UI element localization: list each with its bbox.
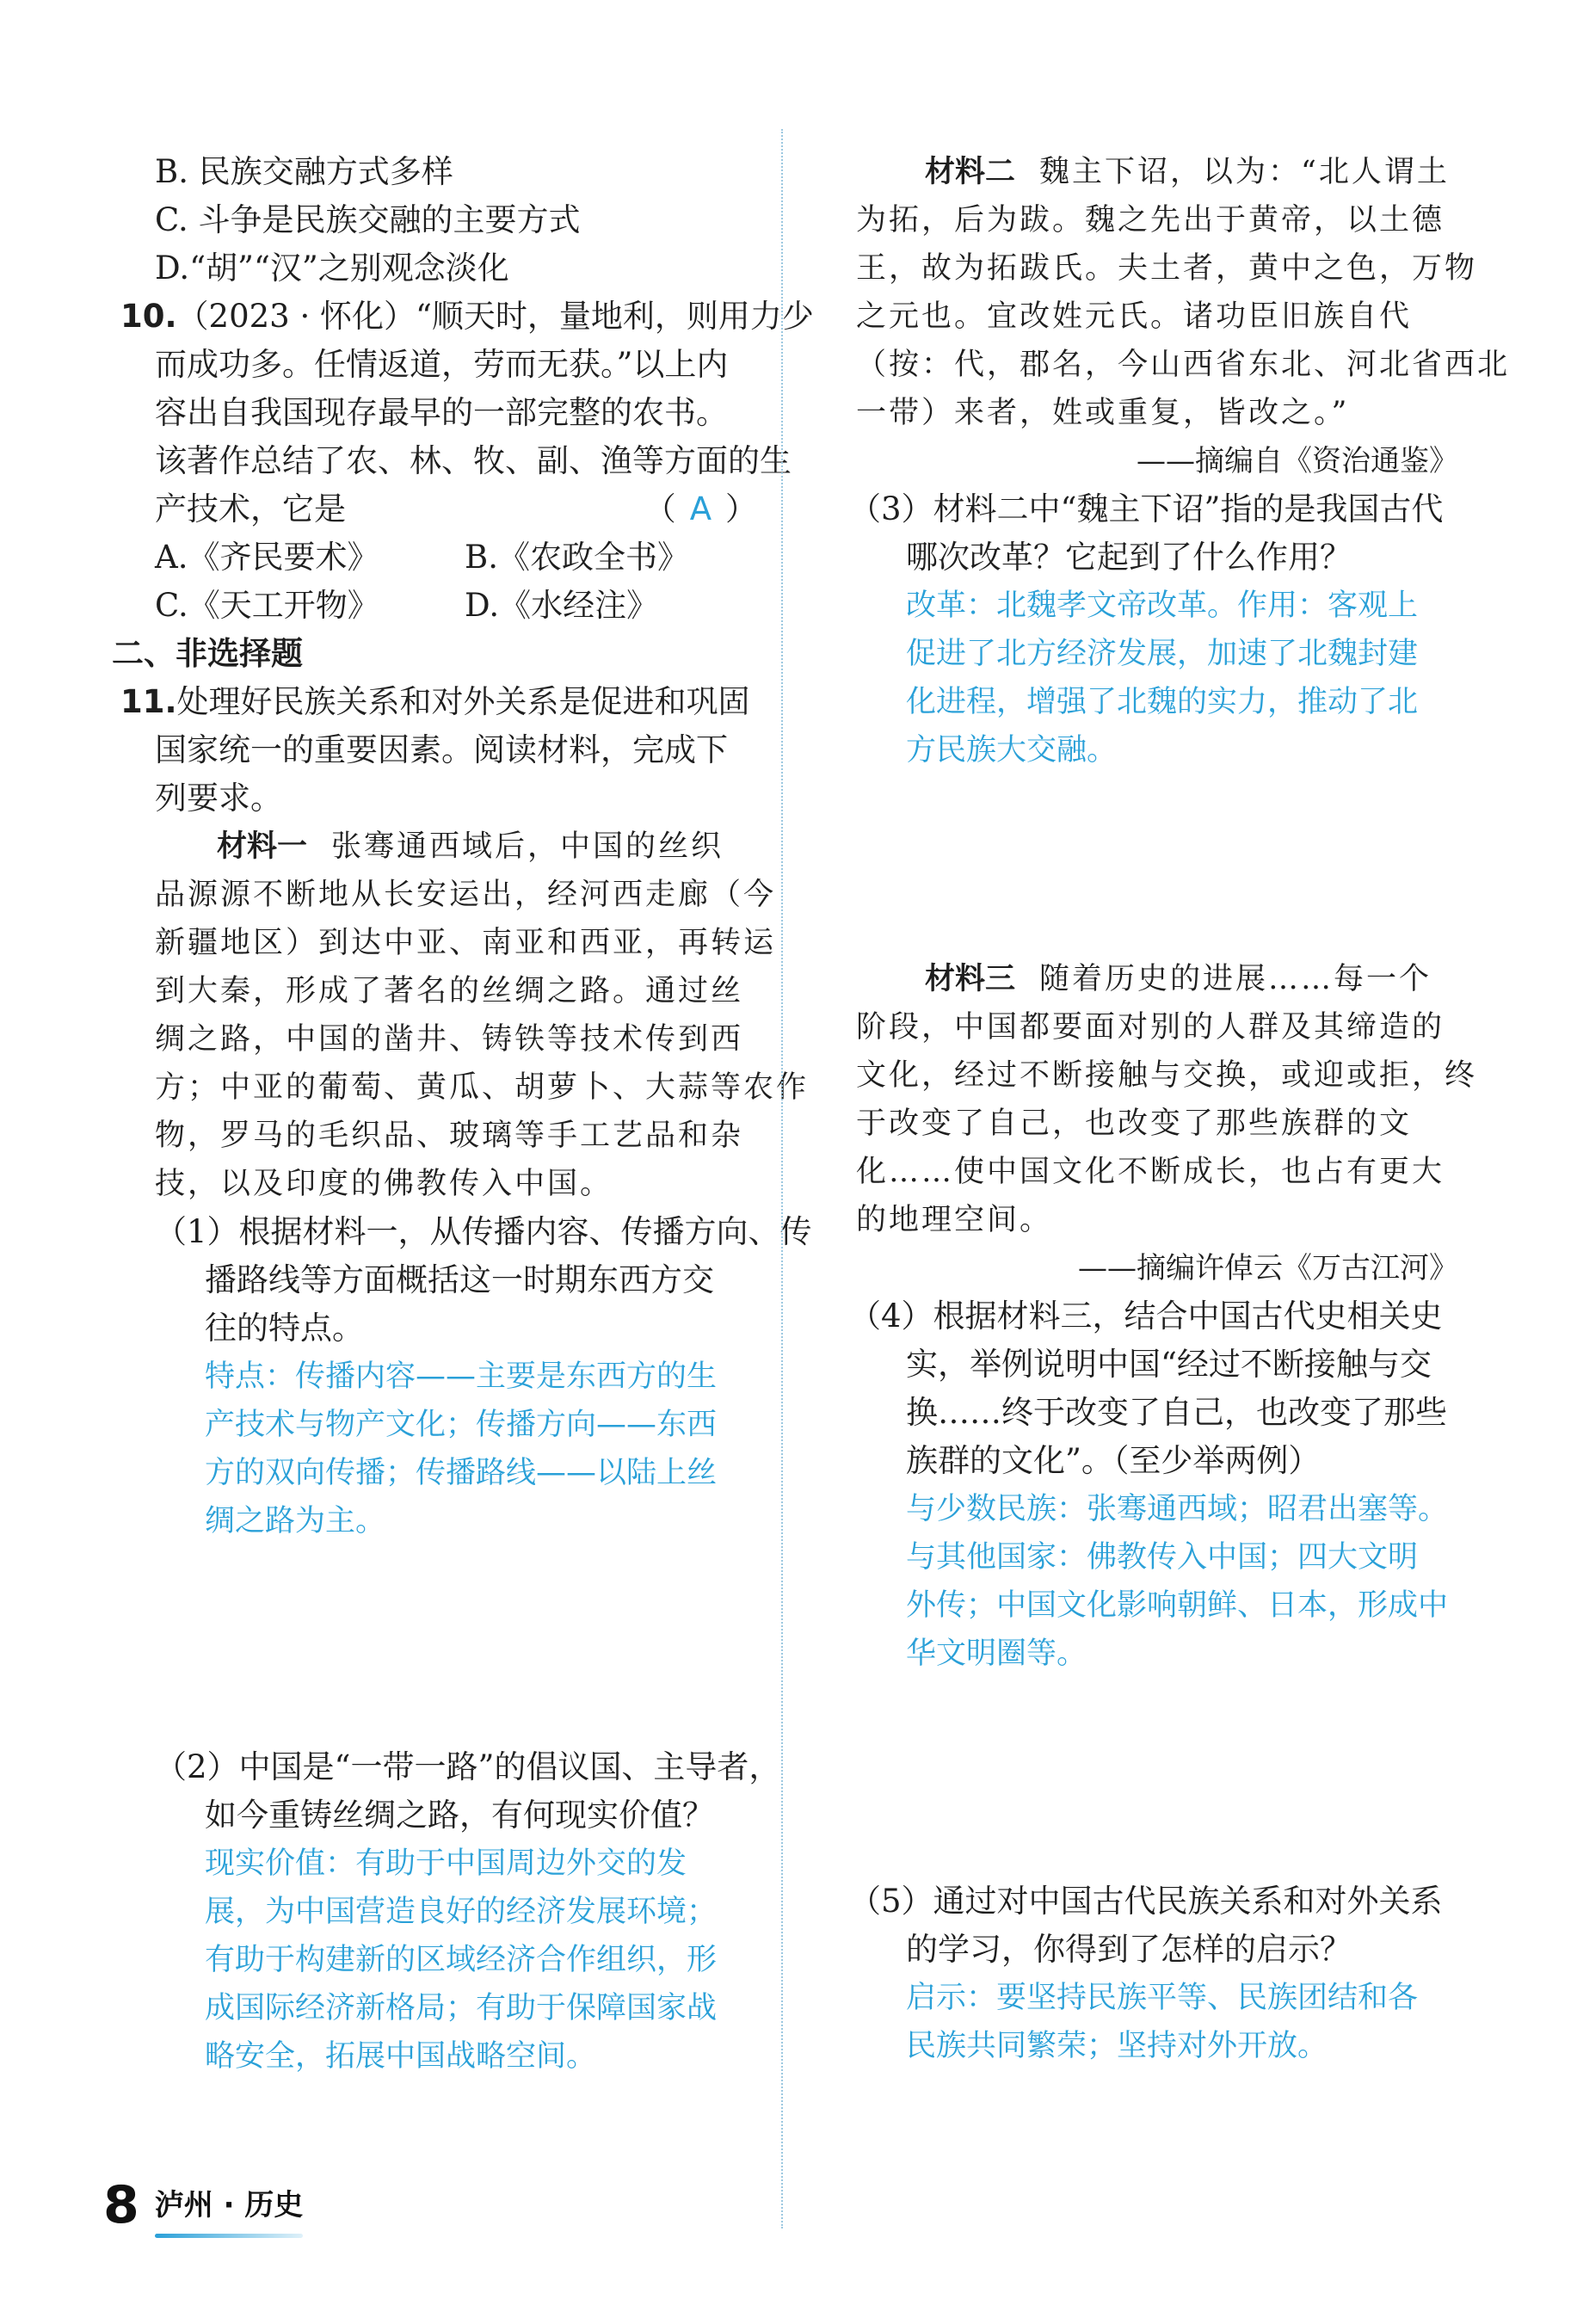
q10-option-b: B.《农政全书》	[465, 539, 689, 576]
page-number: 8	[103, 2175, 139, 2235]
material-1-line-1: 材料一 张骞通西域后，中国的丝织	[217, 829, 724, 864]
material-2-line-2: 为拓，后为跋。魏之先出于黄帝，以土德	[856, 203, 1445, 237]
left-column	[112, 148, 814, 2081]
q10-line-4: 该著作总结了农、林、牧、副、渔等方面的生	[155, 442, 792, 479]
column-divider	[781, 129, 783, 2228]
sub-question-2-line-2: 如今重铸丝绸之路，有何现实价值？	[205, 1797, 714, 1834]
material-3-line-6: 的地理空间。	[856, 1203, 1053, 1237]
page-footer	[103, 2175, 303, 2235]
q10-line-1: 10.（2023 · 怀化）“顺天时，量地利，则用力少	[120, 298, 814, 335]
material-3-source: ——摘编许倬云《万古江河》	[1078, 1251, 1458, 1285]
q11-line-3: 列要求。	[155, 780, 282, 817]
right-column	[849, 148, 1511, 2070]
q10-line-2: 而成功多。任情返道，劳而无获。”以上内	[155, 346, 729, 383]
material-2	[856, 148, 1511, 485]
material-1	[120, 823, 810, 1208]
section-title: 二、非选择题	[112, 635, 303, 672]
material-2-line-4: 之元也。宜改姓元氏。诸功臣旧族自代	[856, 299, 1413, 334]
answer-4-line-1: 与少数民族：张骞通西域；昭君出塞等。	[906, 1492, 1449, 1526]
answer-5-line-1: 启示：要坚持民族平等、民族团结和各	[906, 1981, 1419, 2015]
material-3-line-1: 材料三 随着历史的进展……每一个	[925, 962, 1432, 996]
material-3	[856, 955, 1478, 1292]
material-1-line-4: 到大秦，形成了著名的丝绸之路。通过丝	[155, 974, 744, 1008]
material-3-line-5: 化……使中国文化不断成长，也占有更大	[856, 1155, 1445, 1189]
answer-3-line-3: 化进程，增强了北魏的实力，推动了北	[906, 685, 1419, 719]
material-2-line-3: 王，故为拓跋氏。夫土者，黄中之色，万物	[856, 251, 1478, 286]
footer-underline	[155, 2234, 304, 2238]
answer-4-line-4: 华文明圈等。	[906, 1637, 1087, 1671]
answer-1-line-4: 绸之路为主。	[205, 1504, 386, 1538]
sub-question-4-line-4: 族群的文化”。（至少举两例）	[906, 1442, 1321, 1479]
answer-4-line-3: 外传；中国文化影响朝鲜、日本，形成中	[906, 1588, 1449, 1623]
material-1-line-6: 方；中亚的葡萄、黄瓜、胡萝卜、大蒜等农作	[155, 1070, 810, 1105]
q11-line-2: 国家统一的重要因素。阅读材料，完成下	[155, 731, 728, 768]
material-1-line-3: 新疆地区）到达中亚、南亚和西亚，再转运	[155, 926, 777, 960]
answer-3-line-4: 方民族大交融。	[906, 733, 1118, 767]
answer-5-line-2: 民族共同繁荣；坚持对外开放。	[906, 2029, 1328, 2063]
material-1-line-5: 绸之路，中国的凿井、铸铁等技术传到西	[155, 1022, 744, 1057]
sub-question-4-line-1: （4）根据材料三，结合中国古代史相关史	[849, 1298, 1443, 1335]
q9-option-b: B. 民族交融方式多样	[155, 153, 453, 190]
material-1-line-8: 技，以及印度的佛教传入中国。	[155, 1167, 613, 1201]
material-3-line-2: 阶段，中国都要面对别的人群及其缔造的	[856, 1010, 1445, 1045]
answer-2-line-5: 略安全，拓展中国战略空间。	[205, 2039, 597, 2074]
answer-1-line-1: 特点：传播内容——主要是东西方的生	[205, 1359, 718, 1394]
sub-question-3-line-1: （3）材料二中“魏主下诏”指的是我国古代	[849, 490, 1444, 527]
answer-3-line-2: 促进了北方经济发展，加速了北魏封建	[906, 637, 1419, 671]
sub-question-4-line-2: 实，举例说明中国“经过不断接触与交	[906, 1346, 1432, 1383]
sub-question-5-line-2: 的学习，你得到了怎样的启示？	[906, 1931, 1352, 1968]
q10-option-a: A.《齐民要术》	[155, 539, 379, 576]
material-2-line-6: 一带）来者，姓或重复，皆改之。”	[856, 396, 1350, 430]
material-1-line-7: 物，罗马的毛织品、玻璃等手工艺品和杂	[155, 1119, 744, 1153]
sub-question-1-line-1: （1）根据材料一，从传播内容、传播方向、传	[155, 1213, 812, 1250]
question-10	[120, 293, 814, 630]
sub-question-5-line-1: （5）通过对中国古代民族关系和对外关系	[849, 1883, 1443, 1920]
q10-number: 10.	[120, 298, 177, 335]
answer-2-line-3: 有助于构建新的区域经济合作组织，形	[205, 1943, 718, 1977]
q9-option-d: D.“胡”“汉”之别观念淡化	[155, 250, 509, 287]
sub-question-3-line-2: 哪次改革？它起到了什么作用？	[906, 539, 1352, 576]
material-3-label: 材料三	[925, 962, 1016, 996]
material-2-line-1: 材料二 魏主下诏，以为：“北人谓土	[925, 155, 1450, 189]
q10-option-c: C.《天工开物》	[155, 587, 379, 624]
material-2-label: 材料二	[925, 155, 1016, 189]
q10-options-row-1	[120, 533, 757, 582]
q10-options-row-2	[120, 582, 757, 630]
answer-2-line-2: 展，为中国营造良好的经济发展环境；	[205, 1895, 718, 1929]
answer-space	[856, 774, 1458, 955]
q10-answer: A	[689, 490, 712, 527]
answer-1-line-3: 方的双向传播；传播路线——以陆上丝	[205, 1456, 718, 1490]
answer-2-line-4: 成国际经济新格局；有助于保障国家战	[205, 1991, 718, 2025]
sub-question-1-line-3: 往的特点。	[205, 1310, 364, 1347]
material-2-line-5: （按：代，郡名，今山西省东北、河北省西北	[856, 348, 1511, 382]
sub-question-1-line-2: 播路线等方面概括这一时期东西方交	[205, 1261, 714, 1298]
answer-space	[856, 1678, 1458, 1877]
q10-answer-bracket: （ A ）	[644, 490, 757, 527]
material-3-line-4: 于改变了自己，也改变了那些族群的文	[856, 1107, 1413, 1141]
answer-2-line-1: 现实价值：有助于中国周边外交的发	[205, 1846, 687, 1881]
q11-number: 11.	[120, 683, 177, 720]
q10-line-5: 产技术，它是 （ A ）	[120, 485, 757, 533]
q11-line-1: 11.处理好民族关系和对外关系是促进和巩固	[120, 683, 750, 720]
answer-4-line-2: 与其他国家：佛教传入中国；四大文明	[906, 1540, 1419, 1575]
answer-1-line-2: 产技术与物产文化；传播方向——东西	[205, 1408, 718, 1442]
footer-label: 泸州 · 历史	[155, 2181, 304, 2229]
answer-space	[120, 1545, 757, 1743]
material-1-line-2: 品源源不断地从长安运出，经河西走廊（今	[155, 878, 777, 912]
answer-3-line-1: 改革：北魏孝文帝改革。作用：客观上	[906, 589, 1419, 623]
sub-question-4-line-3: 换……终于改变了自己，也改变了那些	[906, 1394, 1447, 1431]
q10-line-3: 容出自我国现存最早的一部完整的农书。	[155, 394, 728, 431]
question-11	[120, 678, 812, 2081]
material-2-source: ——摘编自《资治通鉴》	[1137, 444, 1458, 478]
q9-option-c: C. 斗争是民族交融的主要方式	[155, 201, 581, 238]
material-3-line-3: 文化，经过不断接触与交换，或迎或拒，终	[856, 1058, 1478, 1093]
sub-question-2-line-1: （2）中国是“一带一路”的倡议国、主导者，	[155, 1748, 781, 1785]
q10-option-d: D.《水经注》	[465, 587, 659, 624]
material-1-label: 材料一	[217, 829, 308, 864]
